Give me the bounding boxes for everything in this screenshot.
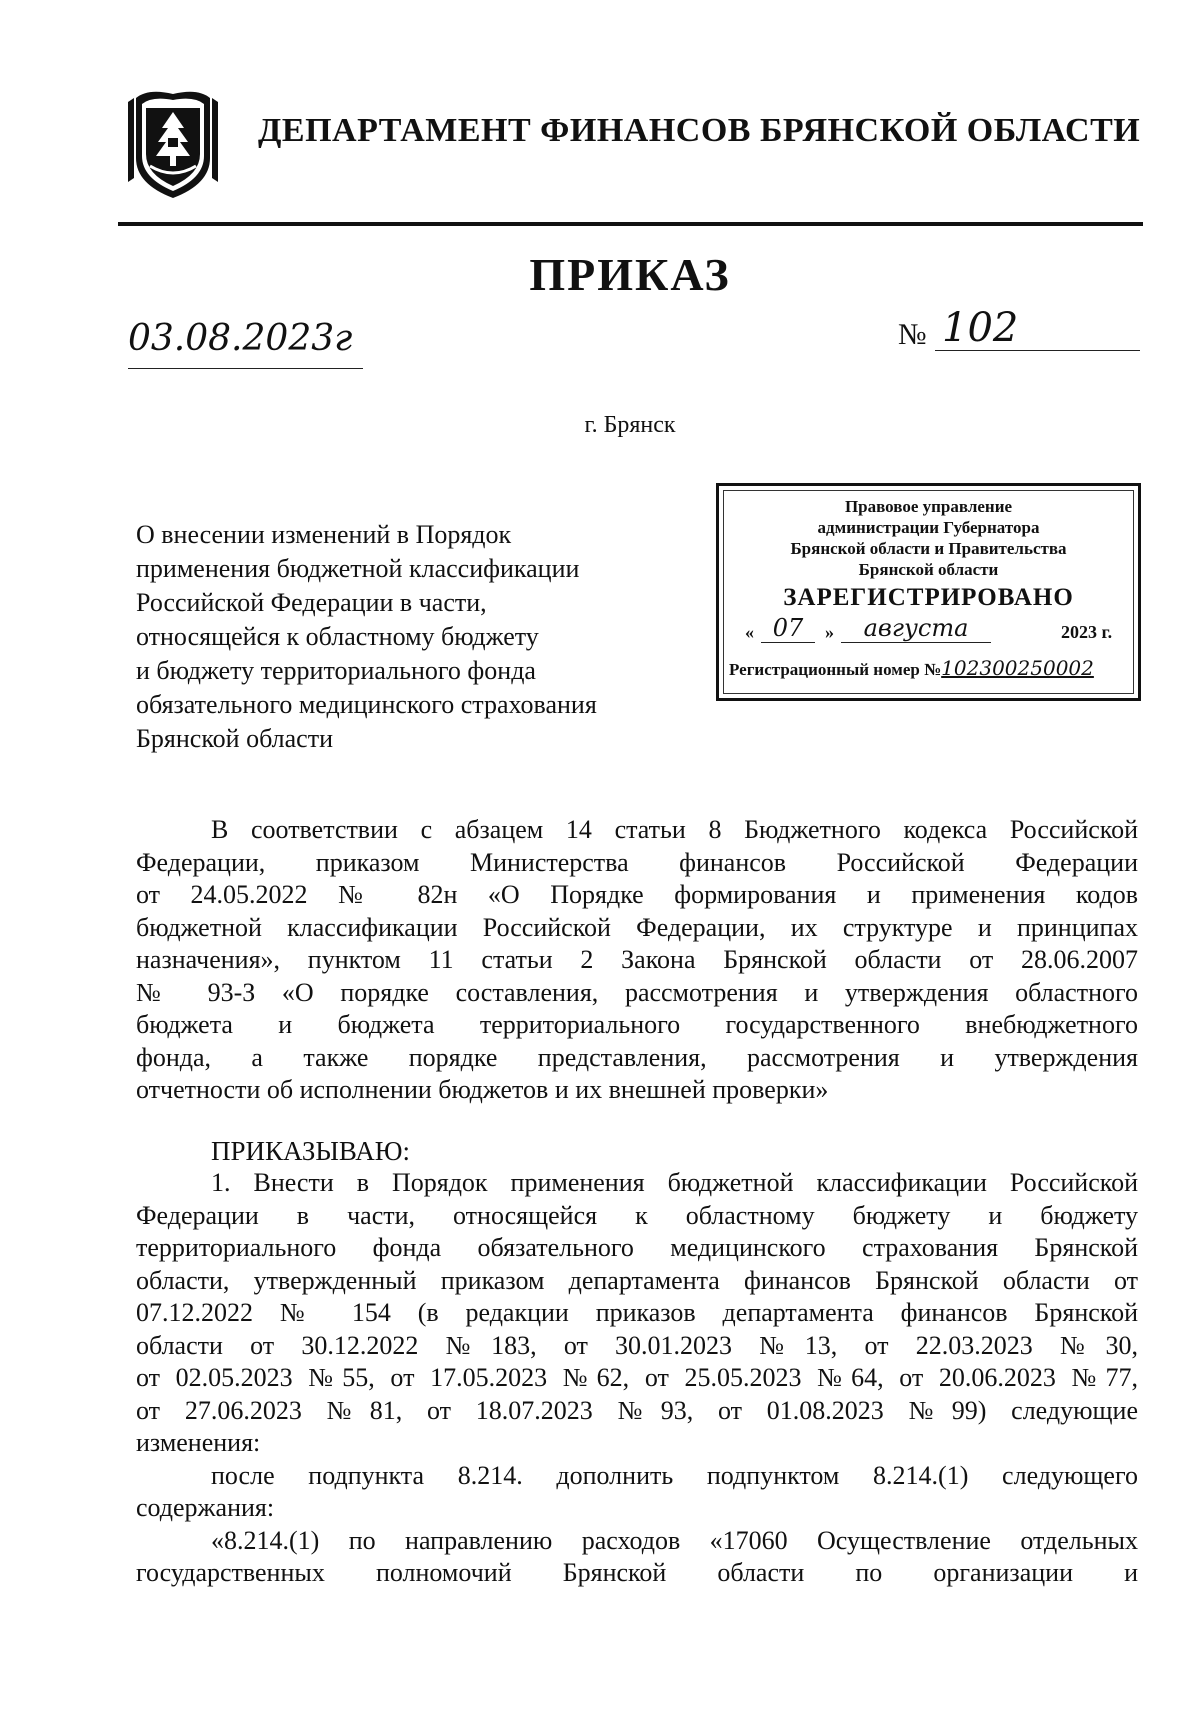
item-line: территориального фонда обязательного медицинского страхования Брянской — [136, 1233, 1138, 1262]
item-line: изменения: — [136, 1428, 261, 1457]
body-line: № 93-З «О порядке составления, рассмотрения и утверждения областного — [136, 977, 1138, 1007]
number-underline — [935, 350, 1140, 351]
stamp-registration-number — [729, 656, 1132, 680]
subject-line: и бюджету территориального фонда — [136, 656, 536, 685]
handwritten-number: 102 — [942, 305, 1019, 351]
item-line: 07.12.2022 № 154 (в редакции приказов департамента финансов Брянской — [136, 1298, 1138, 1327]
body-line: В соответствии с абзацем 14 статьи 8 Бюджетного кодекса Российской — [211, 815, 1138, 844]
order-word: ПРИКАЗЫВАЮ: — [211, 1135, 410, 1166]
stamp-month: августа — [841, 614, 991, 643]
item-line: от 27.06.2023 №81, от 18.07.2023 №93, от 01.08.2023 №99) следующие — [136, 1395, 1138, 1425]
stamp-day: 07 — [761, 614, 815, 643]
document-type: ПРИКАЗ — [529, 249, 731, 300]
stamp-year: 2023 г. — [1061, 622, 1113, 642]
item-line: области от 30.12.2022 №183, от 30.01.2023 №13, от 22.03.2023 №30, — [136, 1330, 1138, 1360]
body-line: от 24.05.2022 № 82н «О Порядке формирования и применения кодов — [136, 880, 1138, 909]
subject-line: Российской Федерации в части, — [136, 588, 487, 617]
item-line: от 02.05.2023 №55, от 17.05.2023 №62, от 25.05.2023 №64, от 20.06.2023 №77, — [136, 1363, 1138, 1392]
stamp-header-line: Брянской области и Правительства — [790, 539, 1067, 558]
stamp-header-line: Правовое управление — [844, 497, 1013, 516]
body-line: фонда, а также порядке представления, рассмотрения и утверждения — [136, 1042, 1138, 1072]
body-line: Федерации, приказом Министерства финансов Российской Федерации — [136, 847, 1138, 877]
quote-line: государственных полномочий Брянской области по организации и — [136, 1558, 1138, 1587]
body-line: назначения», пунктом 11 статьи 2 Закона Брянской области от 28.06.2007 — [136, 945, 1138, 974]
amendment-line: после подпункта 8.214. дополнить подпунктом 8.214.(1) следующего — [211, 1460, 1138, 1490]
handwritten-date: 03.08.2023г — [128, 318, 353, 359]
reg-number-label: Регистрационный номер № — [729, 660, 942, 679]
document-subject — [136, 518, 676, 756]
number-label: № — [898, 318, 927, 351]
stamp-status: ЗАРЕГИСТРИРОВАНО — [783, 584, 1074, 611]
body-line: бюджета и бюджета территориального государственного внебюджетного — [136, 1010, 1138, 1039]
body-line: отчетности об исполнении бюджетов и их внешней проверки» — [136, 1075, 829, 1104]
item-line: Федерации в части, относящейся к областному бюджету и бюджету — [136, 1200, 1138, 1230]
stamp-date — [731, 614, 1132, 650]
stamp-quote-close: » — [825, 622, 834, 642]
department-name: ДЕПАРТАМЕНТ ФИНАНСОВ БРЯНСКОЙ ОБЛАСТИ — [258, 112, 1141, 149]
document-body — [136, 814, 1138, 1590]
stamp-quote-open: « — [745, 622, 754, 642]
subject-line: Брянской области — [136, 724, 333, 753]
subject-line: обязательного медицинского страхования — [136, 690, 597, 719]
item-line: области, утвержденный приказом департамента финансов Брянской области от — [136, 1265, 1138, 1295]
reg-number-value: 102300250002 — [941, 656, 1094, 680]
subject-line: применения бюджетной классификации — [136, 554, 580, 583]
quote-line: «8.214.(1) по направлению расходов «17060 Осуществление отдельных — [211, 1525, 1138, 1555]
subject-line: относящейся к областному бюджету — [136, 622, 539, 651]
body-line: бюджетной классификации Российской Федерации, их структуре и принципах — [136, 912, 1138, 942]
city: г. Брянск — [584, 412, 676, 438]
stamp-header — [719, 496, 1138, 580]
header-divider — [118, 222, 1143, 226]
item-line: 1. Внести в Порядок применения бюджетной классификации Российской — [211, 1168, 1138, 1197]
subject-line: О внесении изменений в Порядок — [136, 520, 512, 549]
date-underline — [128, 368, 363, 369]
stamp-header-line: администрации Губернатора — [817, 518, 1040, 537]
coat-of-arms-icon — [128, 88, 218, 202]
amendment-line: содержания: — [136, 1493, 275, 1522]
registration-stamp — [716, 483, 1141, 701]
stamp-header-line: Брянской области — [858, 560, 999, 579]
